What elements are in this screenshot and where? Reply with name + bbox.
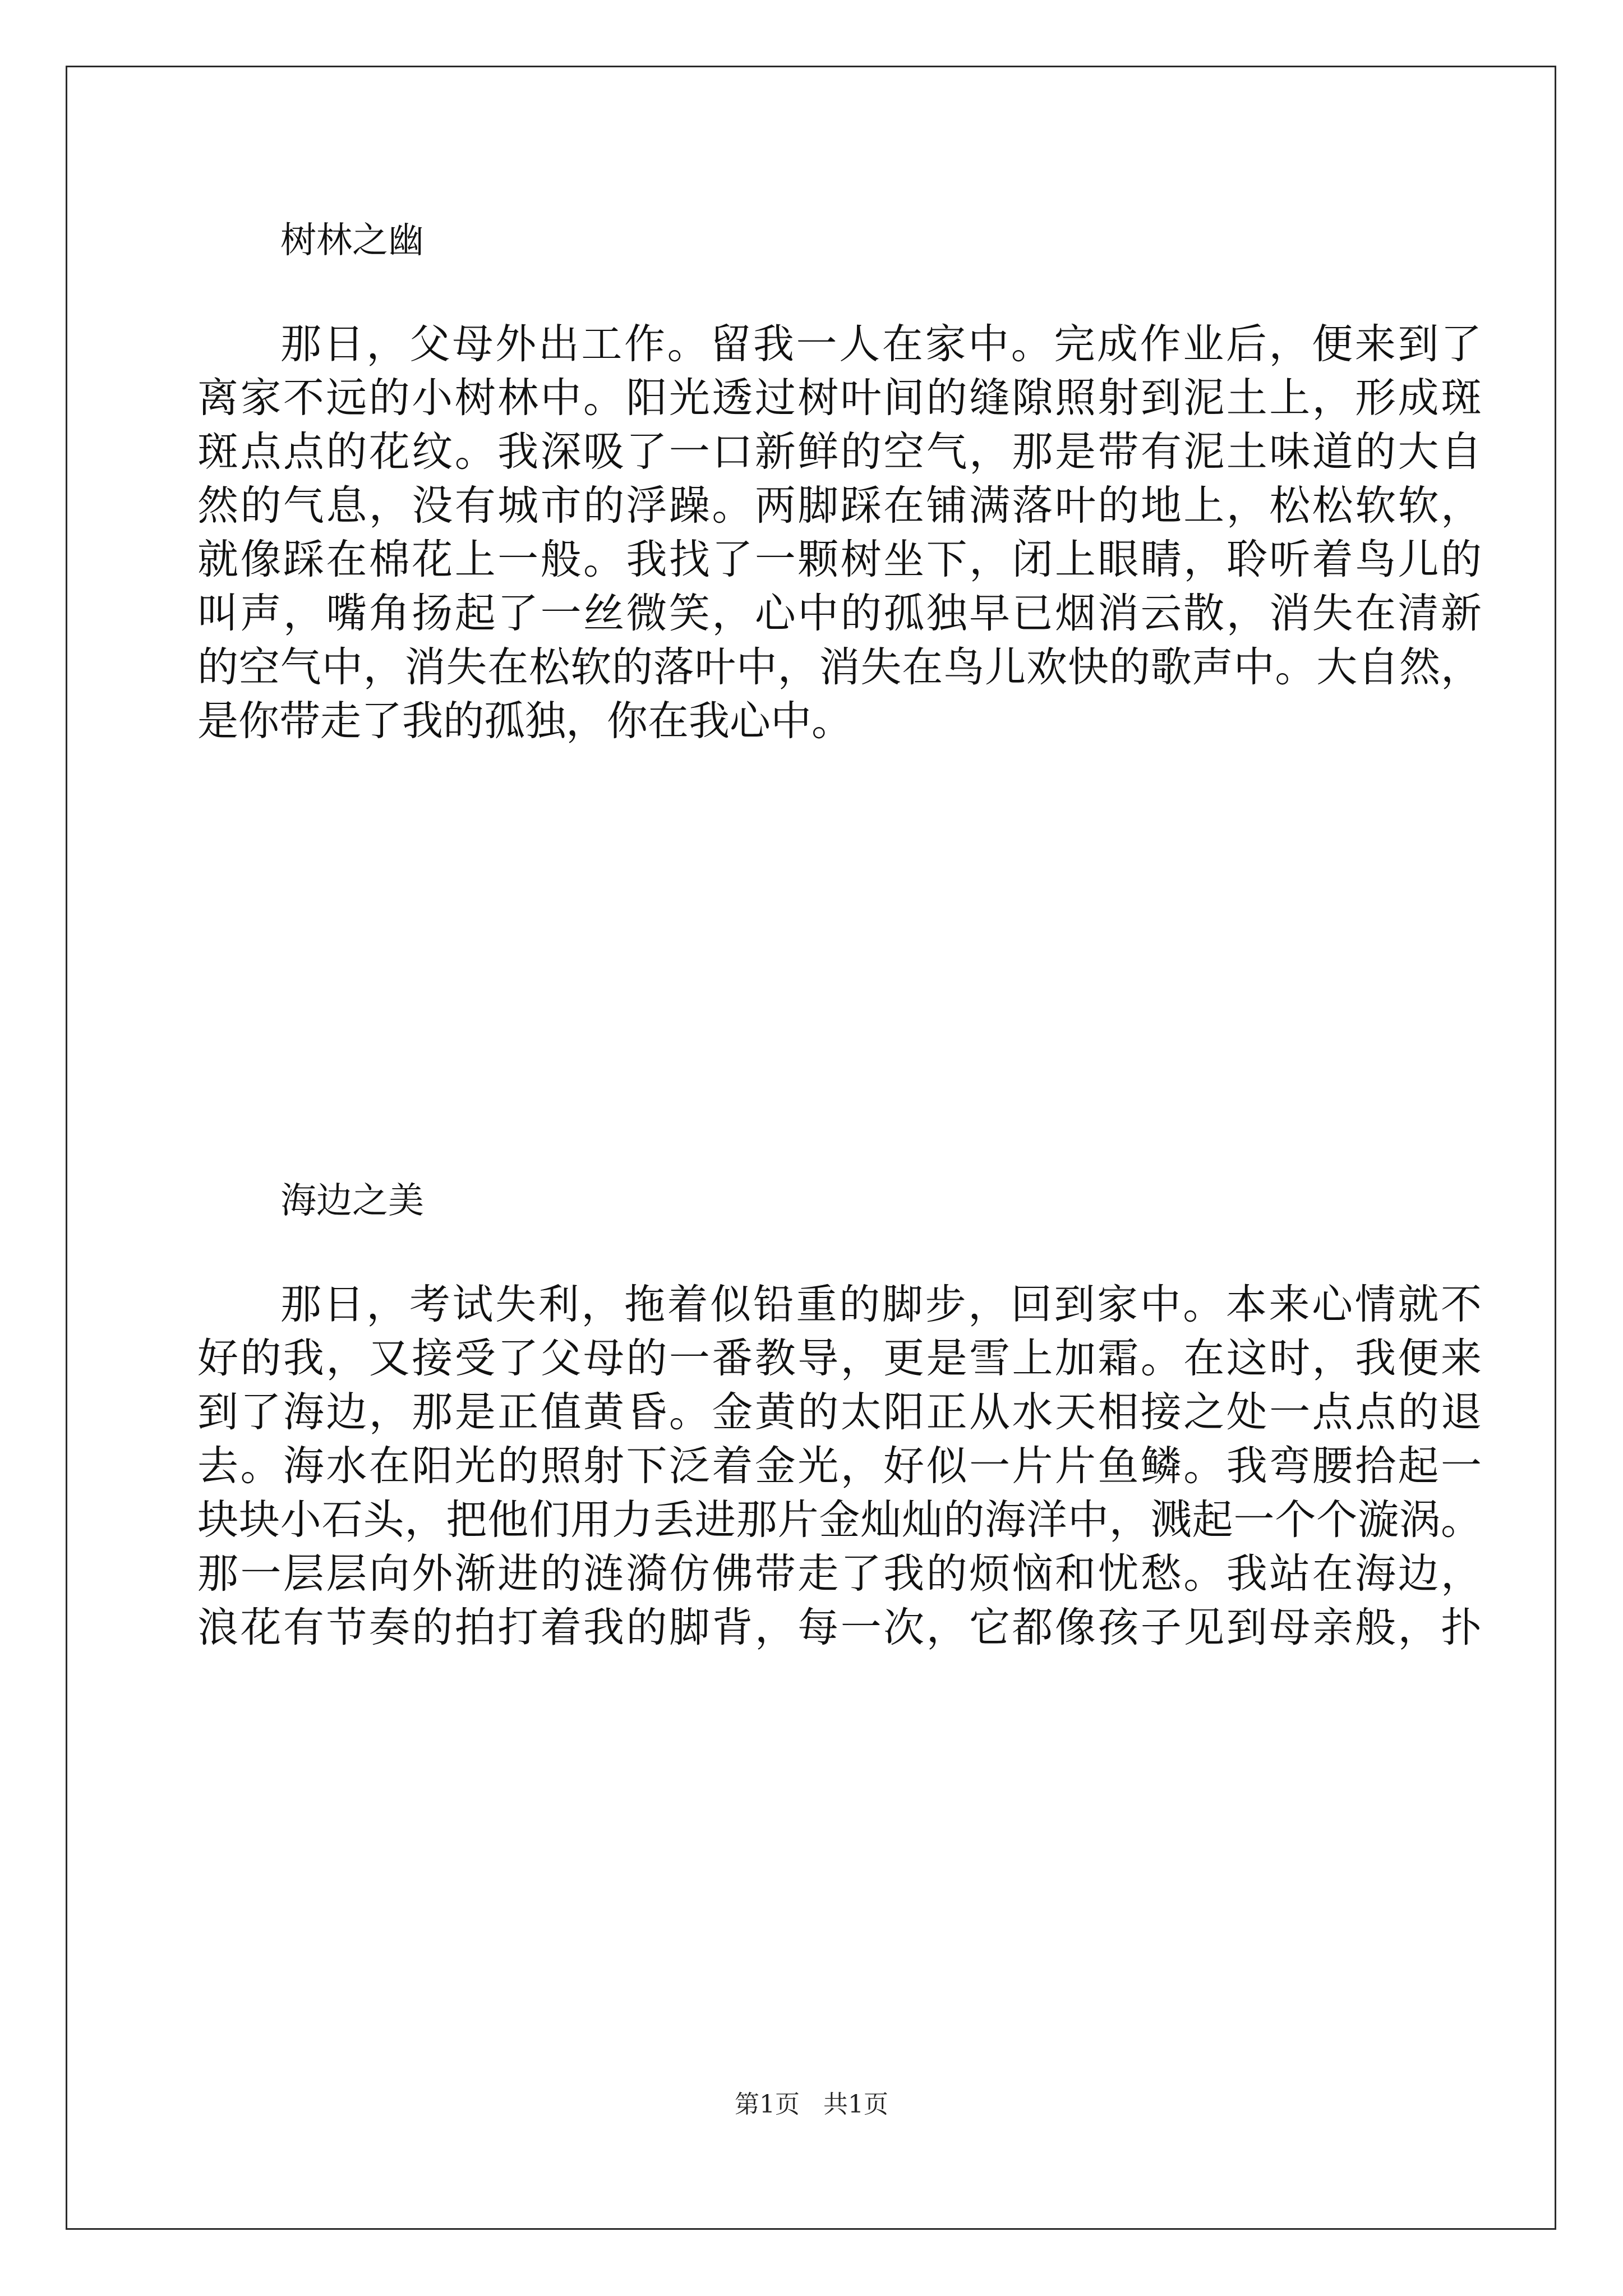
paragraph-line: 去。海水在阳光的照射下泛着金光，好似一片片鱼鳞。我弯腰拾起一: [197, 1442, 1482, 1490]
section-heading-forest: 树林之幽: [280, 220, 424, 261]
paragraph-line: 那日，考试失利，拖着似铅重的脚步，回到家中。本来心情就不: [280, 1281, 1482, 1328]
paragraph-line: 到了海边，那是正值黄昏。金黄的太阳正从水天相接之处一点点的退: [197, 1388, 1482, 1436]
paragraph-line: 块块小石头，把他们用力丢进那片金灿灿的海洋中，溅起一个个漩涡。: [197, 1496, 1482, 1544]
paragraph-line: 离家不远的小树林中。阳光透过树叶间的缝隙照射到泥土上，形成斑: [197, 374, 1482, 422]
paragraph-line: 的空气中，消失在松软的落叶中，消失在鸟儿欢快的歌声中。大自然，: [197, 643, 1482, 691]
paragraph-line: 叫声，嘴角扬起了一丝微笑，心中的孤独早已烟消云散，消失在清新: [197, 590, 1482, 637]
paragraph-line: 好的我，又接受了父母的一番教导，更是雪上加霜。在这时，我便来: [197, 1335, 1482, 1382]
paragraph-line: 斑点点的花纹。我深吸了一口新鲜的空气，那是带有泥土味道的大自: [197, 428, 1482, 476]
paragraph-line: 就像踩在棉花上一般。我找了一颗树坐下，闭上眼睛，聆听着鸟儿的: [197, 536, 1482, 583]
page-footer: 第1页 共1页: [735, 2090, 888, 2119]
section-heading-sea: 海边之美: [280, 1180, 424, 1222]
paragraph-sea: [197, 1278, 1482, 1655]
paragraph-line: 是你带走了我的孤独，你在我心中。: [197, 697, 852, 745]
paragraph-line: 那一层层向外渐进的涟漪仿佛带走了我的烦恼和忧愁。我站在海边，: [197, 1550, 1482, 1598]
paragraph-line: 那日，父母外出工作。留我一人在家中。完成作业后，便来到了: [280, 320, 1482, 368]
paragraph-line: 浪花有节奏的拍打着我的脚背，每一次，它都像孩子见到母亲般，扑: [197, 1604, 1482, 1651]
paragraph-forest: [197, 318, 1482, 748]
paragraph-line: 然的气息，没有城市的浮躁。两脚踩在铺满落叶的地上，松松软软，: [197, 482, 1482, 530]
